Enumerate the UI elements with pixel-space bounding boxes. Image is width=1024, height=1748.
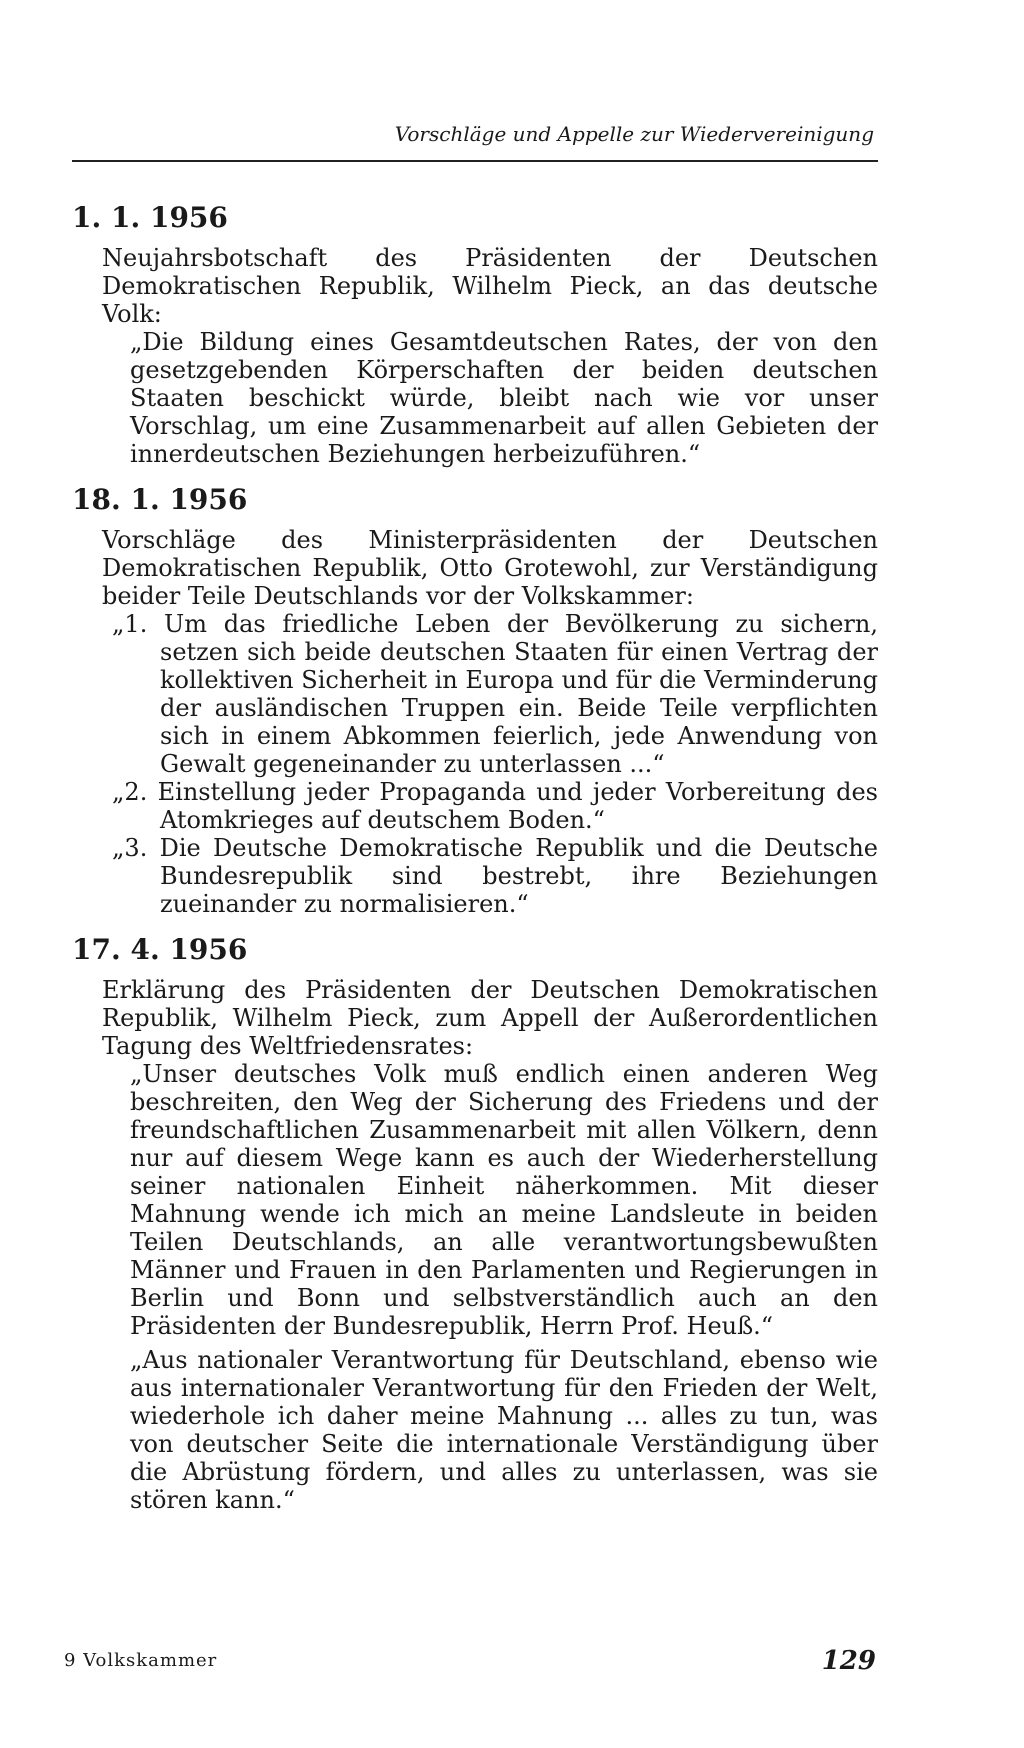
proposal-item-1: „1. Um das friedliche Leben der Bevölkerung zu sichern, setzen sich beide deutschen Staaten für einen Vertrag der kollektiven Sicherheit in Europa und für die Verminderung der ausländischen Truppen ein. Beide Teile verpflichten sich in einem Abkommen feierlich, jede Anwendung von Gewalt gegeneinander zu unterlassen ...“ — [112, 610, 878, 778]
header-rule — [72, 160, 878, 162]
quote-paragraph-2: „Aus nationaler Verantwortung für Deutschland, ebenso wie aus internationaler Verantwortung für den Frieden der Welt, wiederhole ich daher meine Mahnung ... alles zu tun, was von deutscher Seite die internationale Verständigung über die Abrüstung fördern, und alles zu unterlassen, was sie stören kann.“ — [130, 1346, 878, 1514]
proposal-item-2: „2. Einstellung jeder Propaganda und jeder Vorbereitung des Atomkrieges auf deutschem Boden.“ — [112, 778, 878, 834]
running-header: Vorschläge und Appelle zur Wiedervereinigung — [394, 122, 874, 146]
entry-date: 1. 1. 1956 — [72, 201, 228, 234]
quote-paragraph-1: „Unser deutsches Volk muß endlich einen anderen Weg beschreiten, den Weg der Sicherung des Friedens und der freundschaftlichen Zusammenarbeit mit allen Völkern, denn nur auf diesem Wege kann es auch der Wiederherstellung seiner nationalen Einheit näherkommen. Mit dieser Mahnung wende ich mich an meine Landsleute in beiden Teilen Deutschlands, an alle verantwortungsbewußten Männer und Frauen in den Parlamenten und Regierungen in Berlin und Bonn und selbstverständlich auch an den Präsidenten der Bundesrepublik, Herrn Prof. Heuß.“ — [130, 1060, 878, 1340]
entry-intro: Neujahrsbotschaft des Präsidenten der Deutschen Demokratischen Republik, Wilhelm Pieck, an das deutsche Volk: — [102, 244, 878, 328]
entry-1956-04-17 — [72, 932, 878, 1514]
entry-date: 18. 1. 1956 — [72, 483, 248, 516]
signature-mark: 9 Volkskammer — [64, 1650, 218, 1671]
entry-date: 17. 4. 1956 — [72, 933, 248, 966]
entry-1956-01-18 — [72, 482, 878, 918]
entry-quote: „Die Bildung eines Gesamtdeutschen Rates, der von den gesetzgebenden Körperschaften der beiden deutschen Staaten beschickt würde, bleibt nach wie vor unser Vorschlag, um eine Zusammenarbeit auf allen Gebieten der innerdeutschen Beziehungen herbeizuführen.“ — [130, 328, 878, 468]
entry-intro: Vorschläge des Ministerpräsidenten der Deutschen Demokratischen Republik, Otto Grotewohl, zur Verständigung beider Teile Deutschlands vor der Volkskammer: — [102, 526, 878, 610]
entry-intro: Erklärung des Präsidenten der Deutschen Demokratischen Republik, Wilhelm Pieck, zum Appell der Außerordentlichen Tagung des Weltfriedensrates: — [102, 976, 878, 1060]
entry-1956-01-01 — [72, 200, 878, 468]
page-number: 129 — [821, 1646, 876, 1676]
page-body — [72, 200, 878, 1528]
proposal-item-3: „3. Die Deutsche Demokratische Republik und die Deutsche Bundesrepublik sind bestrebt, ihre Beziehungen zueinander zu normalisieren.“ — [112, 834, 878, 918]
